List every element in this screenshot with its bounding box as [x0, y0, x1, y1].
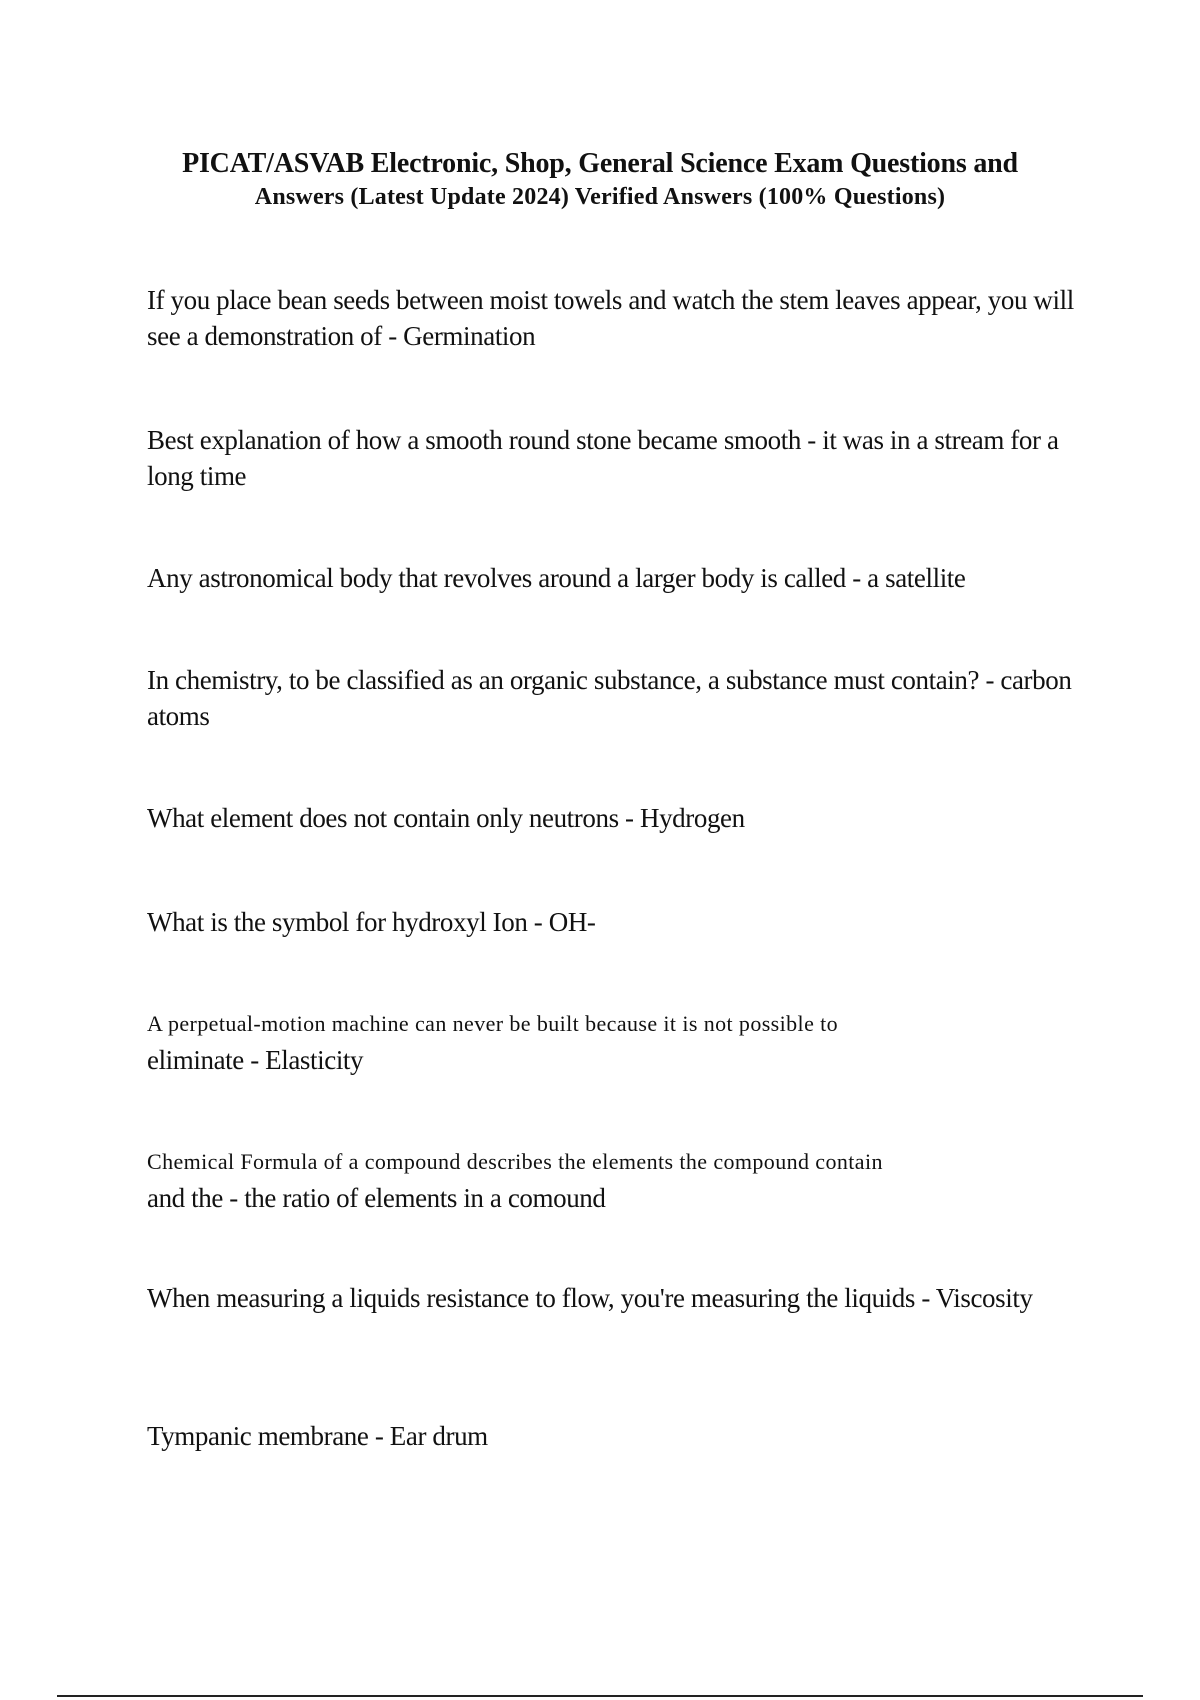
qa-text: Best explanation of how a smooth round stone became smooth - it was in a stream for a long time	[147, 425, 1059, 491]
qa-item-1	[147, 282, 1087, 354]
qa-text: Tympanic membrane - Ear drum	[147, 1421, 488, 1451]
qa-item-8	[147, 1144, 1087, 1216]
qa-lead-text: A perpetual-motion machine can never be built because it is not possible to	[147, 1011, 839, 1036]
qa-text: In chemistry, to be classified as an organic substance, a substance must contain? - carbon atoms	[147, 665, 1072, 731]
qa-text: If you place bean seeds between moist towels and watch the stem leaves appear, you will see a demonstration of - Germination	[147, 285, 1074, 351]
qa-lead-text: Chemical Formula of a compound describes the elements the compound contain	[147, 1149, 883, 1174]
qa-item-5	[147, 800, 1087, 836]
qa-item-6	[147, 904, 1087, 940]
footer-divider	[57, 1695, 1143, 1697]
qa-item-9	[147, 1280, 1087, 1316]
qa-text: and the - the ratio of elements in a comound	[147, 1183, 606, 1213]
document-title-line-2: Answers (Latest Update 2024) Verified Answers (100% Questions)	[254, 184, 946, 210]
document-header	[120, 146, 1080, 212]
qa-item-2	[147, 422, 1087, 494]
qa-item-3	[147, 560, 1087, 596]
qa-text: eliminate - Elasticity	[147, 1045, 364, 1075]
qa-text: Any astronomical body that revolves around a larger body is called - a satellite	[147, 563, 966, 593]
qa-item-4	[147, 662, 1087, 734]
qa-item-10	[147, 1418, 1087, 1454]
document-title-line-1: PICAT/ASVAB Electronic, Shop, General Science Exam Questions and	[182, 148, 1018, 179]
qa-text: What is the symbol for hydroxyl Ion - OH-	[147, 907, 596, 937]
qa-text: What element does not contain only neutrons - Hydrogen	[147, 803, 745, 833]
qa-text: When measuring a liquids resistance to flow, you're measuring the liquids - Viscosity	[147, 1283, 1033, 1313]
qa-item-7	[147, 1006, 1087, 1078]
